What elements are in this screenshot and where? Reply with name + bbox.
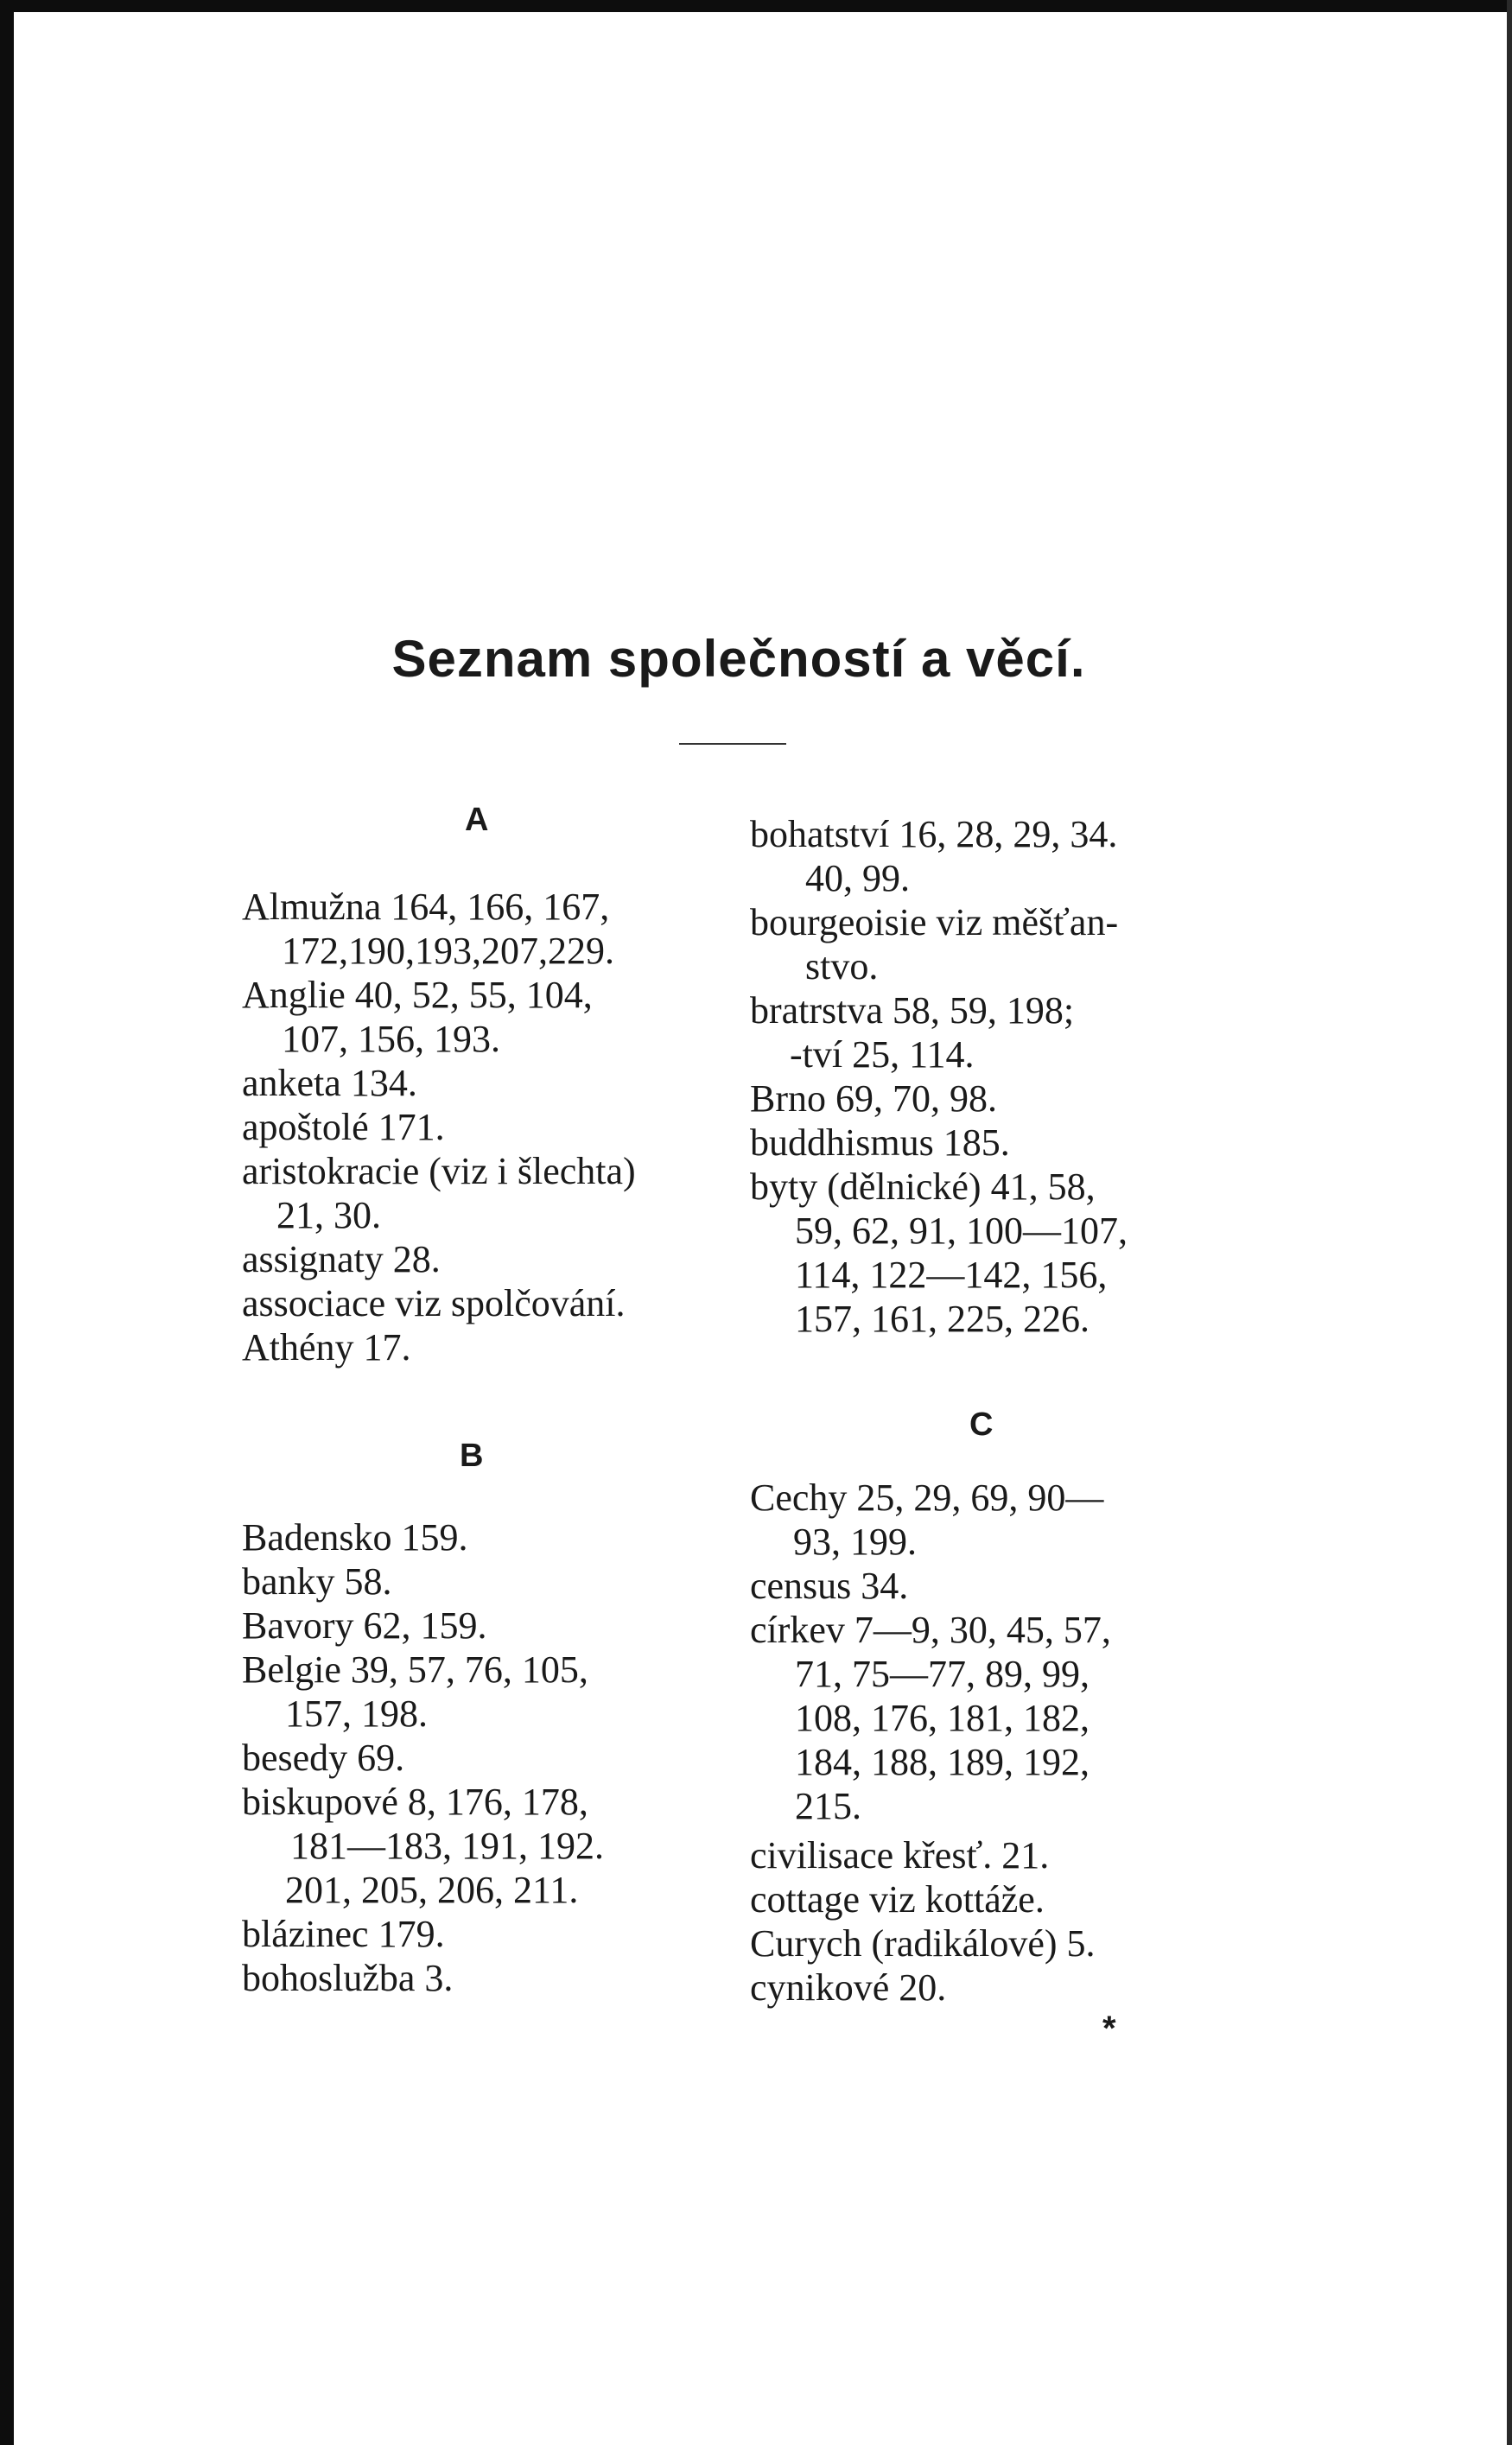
index-entry — [242, 1648, 588, 1736]
index-entry — [750, 1921, 1096, 1966]
index-entry — [750, 1564, 908, 1608]
index-entry — [242, 1912, 445, 1956]
index-entry — [750, 1833, 1049, 1877]
entry-head: aristokracie (viz i šlechta) — [242, 1150, 636, 1192]
entry-continuation: 172,190,193,207,229. — [282, 930, 614, 972]
section-letter-c: C — [969, 1407, 994, 1443]
entry-continuation: 184, 188, 189, 192, — [795, 1741, 1090, 1783]
entry-head: cynikové 20. — [750, 1966, 947, 2009]
scan-border-left — [0, 0, 14, 2445]
entry-continuation: 59, 62, 91, 100—107, — [795, 1210, 1128, 1252]
entry-head: anketa 134. — [242, 1062, 417, 1104]
index-entry — [242, 1061, 417, 1105]
section-letter-b: B — [460, 1438, 484, 1474]
entry-head: Bavory 62, 159. — [242, 1604, 487, 1647]
index-entry — [750, 988, 1074, 1076]
entry-head: census 34. — [750, 1565, 909, 1607]
entry-continuation: 93, 199. — [793, 1521, 917, 1563]
entry-continuation: stvo. — [805, 945, 879, 988]
index-entry — [750, 900, 1118, 988]
index-entry — [242, 973, 593, 1061]
entry-head: bourgeoisie viz měšťan- — [750, 901, 1119, 943]
entry-head: associace viz spolčování. — [242, 1282, 626, 1324]
entry-continuation: 114, 122—142, 156, — [795, 1254, 1108, 1296]
entry-continuation: 215. — [795, 1785, 861, 1827]
entry-head: besedy 69. — [242, 1737, 405, 1779]
entry-head: Almužna 164, 166, 167, — [242, 886, 610, 928]
index-entry — [750, 1076, 997, 1121]
entry-head: blázinec 179. — [242, 1913, 445, 1955]
index-entry — [750, 1877, 1045, 1921]
entry-continuation: 108, 176, 181, 182, — [795, 1697, 1090, 1739]
index-entry — [750, 812, 1117, 900]
entry-head: cottage viz kottáže. — [750, 1878, 1045, 1921]
page-title: Seznam společností a věcí. — [391, 630, 1086, 688]
index-entry — [242, 1325, 411, 1369]
index-entry — [750, 1165, 1128, 1253]
index-entry — [750, 1966, 946, 2010]
index-entry — [242, 1237, 441, 1281]
entry-head: Athény 17. — [242, 1326, 411, 1369]
index-entry — [750, 1297, 1090, 1341]
index-entry — [750, 1253, 1107, 1297]
entry-head: buddhismus 185. — [750, 1121, 1010, 1164]
index-entry — [242, 1736, 404, 1780]
index-entry — [242, 1105, 445, 1149]
entry-head: bohoslužba 3. — [242, 1957, 454, 1999]
entry-continuation: 201, 205, 206, 211. — [285, 1869, 579, 1911]
entry-head: biskupové 8, 176, 178, — [242, 1781, 588, 1823]
entry-head: Anglie 40, 52, 55, 104, — [242, 974, 593, 1016]
entry-head: církev 7—9, 30, 45, 57, — [750, 1609, 1111, 1651]
entry-continuation: 157, 198. — [285, 1692, 428, 1735]
entry-head: bohatství 16, 28, 29, 34. — [750, 813, 1118, 855]
index-entry — [750, 1784, 861, 1828]
index-entry — [750, 1476, 1103, 1564]
entry-head: bratrstva 58, 59, 198; — [750, 989, 1075, 1032]
index-entry — [242, 1149, 636, 1237]
index-entry — [750, 1121, 1010, 1165]
index-entry — [242, 1559, 392, 1604]
entry-head: byty (dělnické) 41, 58, — [750, 1165, 1096, 1208]
entry-head: Belgie 39, 57, 76, 105, — [242, 1648, 588, 1691]
index-entry — [750, 1696, 1090, 1740]
scan-border-right — [1507, 0, 1512, 2445]
index-entry — [750, 1740, 1090, 1784]
entry-head: banky 58. — [242, 1560, 392, 1603]
entry-continuation: -tví 25, 114. — [790, 1033, 975, 1076]
asterisk-mark: * — [1102, 2010, 1116, 2048]
index-entry — [242, 1281, 626, 1325]
index-entry — [242, 885, 614, 973]
entry-continuation: 107, 156, 193. — [282, 1018, 500, 1060]
entry-head: assignaty 28. — [242, 1238, 441, 1280]
index-entry — [750, 1608, 1111, 1696]
entry-head: apoštolé 171. — [242, 1106, 445, 1148]
entry-continuation: 157, 161, 225, 226. — [795, 1298, 1090, 1340]
entry-head: Brno 69, 70, 98. — [750, 1077, 997, 1120]
entry-head: Badensko 159. — [242, 1516, 468, 1559]
entry-head: Cechy 25, 29, 69, 90— — [750, 1477, 1104, 1519]
index-entry — [242, 1956, 453, 2000]
index-entry — [242, 1515, 468, 1559]
index-entry — [242, 1604, 487, 1648]
index-entry — [242, 1780, 604, 1868]
entry-continuation: 40, 99. — [805, 857, 910, 899]
index-entry — [242, 1868, 578, 1912]
entry-head: civilisace křesť. 21. — [750, 1834, 1050, 1877]
scan-border-top — [0, 0, 1512, 12]
entry-continuation: 71, 75—77, 89, 99, — [795, 1653, 1090, 1695]
entry-continuation: 181—183, 191, 192. — [290, 1825, 604, 1867]
entry-head: Curych (radikálové) 5. — [750, 1922, 1096, 1965]
section-letter-a: A — [465, 802, 489, 838]
title-divider — [679, 743, 786, 745]
entry-continuation: 21, 30. — [276, 1194, 381, 1236]
